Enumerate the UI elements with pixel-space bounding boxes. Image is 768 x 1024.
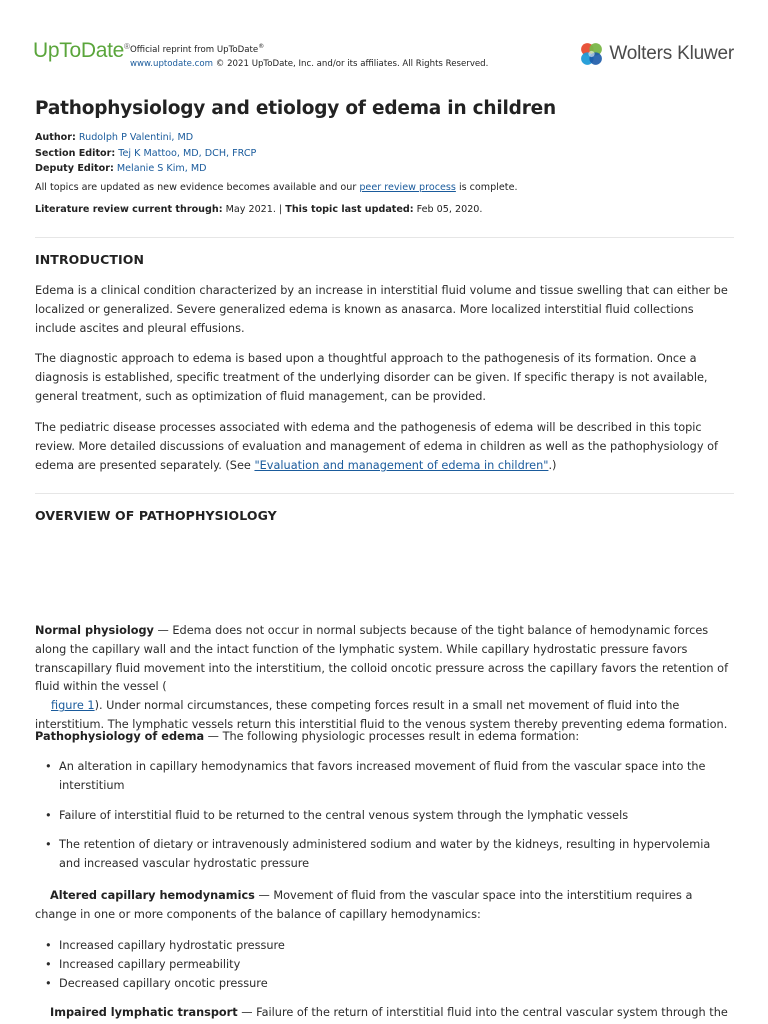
deputy-editor-link[interactable]: Melanie S Kim, MD — [116, 163, 207, 174]
figure-1-link[interactable]: figure 1 — [51, 699, 95, 713]
altered-hemodynamics-paragraph: Altered capillary hemodynamics — Movement of fluid from the vascular space into the interstitium requires a change in one or more components of the balance of capillary hemodynamics: — [35, 889, 693, 921]
author-link[interactable]: Rudolph P Valentini, MD — [78, 132, 194, 143]
section-editor-link[interactable]: Tej K Mattoo, MD, DCH, FRCP — [118, 147, 257, 159]
intro-paragraph-3: The pediatric disease processes associated with edema and the pathogenesis of edema will be described in this topic review. More detailed discussions of evaluation and management of edema in children as well as the pathophysiology of edema are presented separately. (See "Evaluation and management of edema in children".) — [35, 421, 718, 472]
evaluation-management-link[interactable]: "Evaluation and management of edema in children" — [254, 458, 549, 472]
reprint-notice: Official reprint from UpToDate® www.uptodate.com © 2021 UpToDate, Inc. and/or its affiliates. All Rights Reserved. — [130, 43, 489, 69]
section-heading-overview: OVERVIEW OF PATHOPHYSIOLOGY — [35, 508, 277, 523]
wolters-kluwer-logo: Wolters Kluwer — [578, 39, 734, 69]
altered-hemodynamics-list — [45, 937, 734, 993]
lymphatic-transport-paragraph: Impaired lymphatic transport — Failure of the return of interstitial fluid into the central vascular system through the — [50, 1006, 728, 1019]
uptodate-url-link[interactable]: www.uptodate.com — [130, 58, 214, 69]
list-item: • Increased capillary hydrostatic pressure — [45, 937, 734, 956]
list-item: • An alteration in capillary hemodynamics that favors increased movement of fluid from the vascular space into the interstitium — [45, 758, 734, 796]
article-credits: Author: Rudolph P Valentini, MD Section Editor: Tej K Mattoo, MD, DCH, FRCP Deputy Editor: Melanie S Kim, MD — [35, 132, 257, 174]
pathophysiology-list — [45, 758, 734, 874]
list-item: • Decreased capillary oncotic pressure — [45, 975, 734, 994]
divider — [35, 237, 734, 238]
list-item: • Increased capillary permeability — [45, 956, 734, 975]
intro-paragraph-1: Edema is a clinical condition characterized by an increase in interstitial fluid volume and tissue swelling that can either be localized or generalized. Severe generalized edema is known as anasarca. More localized interstitial fluid collections include ascites and pleural effusions. — [35, 284, 728, 335]
intro-paragraph-2: The diagnostic approach to edema is based upon a thoughtful approach to the pathogenesis of its formation. Once a diagnosis is established, specific treatment of the underlying disorder can be given. If specific therapy is not available, general treatment, such as optimization of fluid management, can be provided. — [35, 352, 708, 403]
list-item: • Failure of interstitial fluid to be returned to the central venous system through the lymphatic vessels — [45, 807, 734, 826]
section-heading-introduction: INTRODUCTION — [35, 252, 145, 267]
peer-review-link[interactable]: peer review process — [359, 182, 456, 193]
normal-physiology-paragraph: Normal physiology — Edema does not occur in normal subjects because of the tight balance of hemodynamic forces along the capillary wall and the intact function of the lymphatic system. While capillary hydrostatic pressure favors transcapillary fluid movement into the interstitium, the colloid oncotic pressure across the capillary favors the retention of fluid within the vessel ( figure 1). Under normal circumstances, these competing forces result in a small net movement of fluid into the interstitium. The lymphatic vessels return this interstitial fluid to the venous system thereby preventing edema formation. — [35, 624, 729, 731]
review-dates: Literature review current through: May 2021. | This topic last updated: Feb 05, 2020. — [35, 204, 483, 215]
list-item: • The retention of dietary or intravenously administered sodium and water by the kidneys, resulting in hypervolemia and increased vascular hydrostatic pressure — [45, 836, 734, 874]
update-note: All topics are updated as new evidence becomes available and our peer review process is complete. — [35, 182, 518, 193]
reprint-header — [35, 36, 734, 76]
divider — [35, 493, 734, 494]
pathophysiology-paragraph: Pathophysiology of edema — The following physiologic processes result in edema formation: — [35, 730, 580, 743]
uptodate-logo: UpToDate® — [33, 39, 130, 62]
article-title: Pathophysiology and etiology of edema in children — [35, 98, 556, 119]
wolters-kluwer-mark-icon — [578, 41, 605, 68]
